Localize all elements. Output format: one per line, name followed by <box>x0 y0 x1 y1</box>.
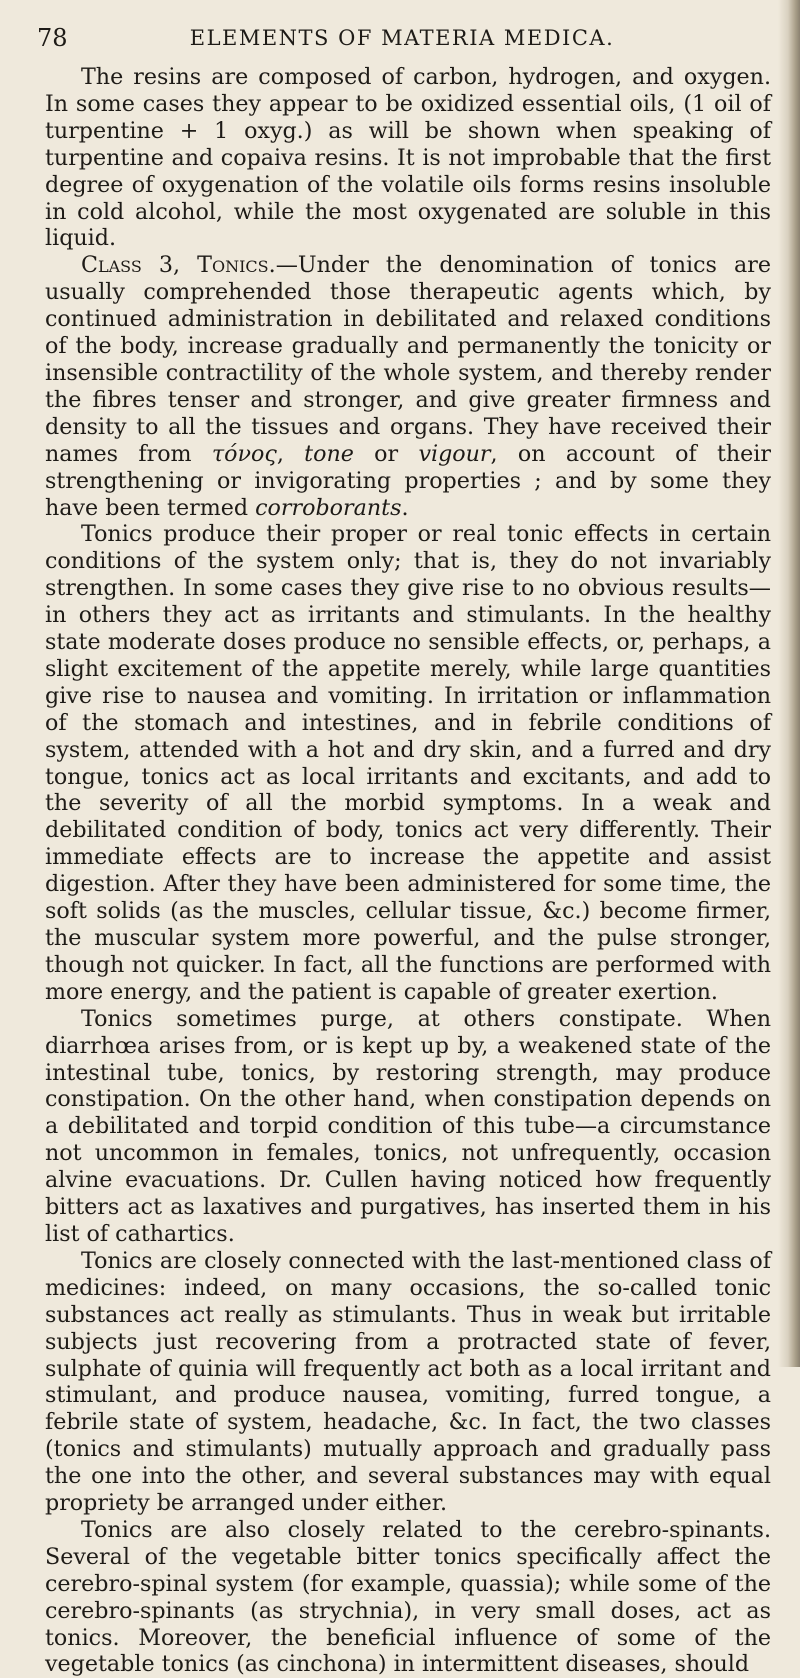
italic-vigour: vigour <box>418 440 491 467</box>
body-text <box>45 64 771 1678</box>
text-run: or <box>353 440 419 467</box>
running-head: ELEMENTS OF MATERIA MEDICA. <box>189 26 615 50</box>
italic-tone: tone <box>304 440 354 467</box>
text-run: —Under the denomination of tonics are usually comprehended those therapeutic agents which, by continued administration in debilitated and relaxed conditions of the body, increase gradually and permanently the tonicity or insensible contractility of the whole system, and thereby render the fibres tenser and stronger, and give greater firmness and density to all the tissues and organs. They have received their names from <box>45 252 771 467</box>
text-run: , <box>276 440 305 467</box>
greek-word: τόνος <box>211 440 277 467</box>
class-heading: Class 3, Tonics. <box>81 252 276 279</box>
page-edge-shadow <box>778 0 800 1367</box>
paragraph-tonic-effects: Tonics produce their proper or real tonic effects in certain conditions of the system only; that is, they do not invariably strengthen. In some cases they give rise to no obvious results—in others they act as irritants and stimulants. In the healthy state moderate doses produce no sensible effects, or, perhaps, a slight excitement of the appetite merely, while large quantities give rise to nausea and vomiting. In irritation or inflammation of the stomach and intestines, and in febrile conditions of system, attended with a hot and dry skin, and a furred and dry tongue, tonics act as local irritants and excitants, and add to the severity of all the morbid symptoms. In a weak and debilitated condition of body, tonics act very differently. Their immediate effects are to increase the appetite and assist digestion. After they have been administered for some time, the soft solids (as the muscles, cellular tissue, &c.) become firmer, the muscular system more powerful, and the pulse stronger, though not quicker. In fact, all the functions are performed with more energy, and the patient is capable of greater exertion. <box>45 521 771 1005</box>
paragraph-purge-constipate: Tonics sometimes purge, at others constipate. When diarrhœa arises from, or is kept up by, a weakened state of the intestinal tube, tonics, by restoring strength, may produce constipation. On the other hand, when constipation depends on a debilitated and torpid condition of this tube—a circumstance not uncommon in females, tonics, not unfrequently, occasion alvine evacuations. Dr. Cullen having noticed how frequently bitters act as laxatives and purgatives, has inserted them in his list of cathartics. <box>45 1005 771 1247</box>
page-number: 78 <box>37 24 68 52</box>
text-run: , on account of their strengthening or invigorating properties ; and by some they have been termed <box>45 440 771 521</box>
paragraph-stimulants: Tonics are closely connected with the last-mentioned class of medicines: indeed, on many occasions, the so-called tonic substances act really as stimulants. Thus in weak but irritable subjects just recovering from a protracted state of fever, sulphate of quinia will frequently act both as a local irritant and stimulant, and produce nausea, vomiting, furred tongue, a febrile state of system, headache, &c. In fact, the two classes (tonics and stimulants) mutually approach and gradually pass the one into the other, and several substances may with equal propriety be arranged under either. <box>45 1247 771 1517</box>
paragraph-cerebro-spinants: Tonics are also closely related to the cerebro-spinants. Several of the vegetable bitter tonics specifically affect the cerebro-spinal system (for example, quassia); while some of the cerebro-spinants (as strychnia), in very small doses, act as tonics. Moreover, the beneficial influence of some of the vegetable tonics (as cinchona) in intermittent diseases, should <box>45 1516 771 1678</box>
paragraph-class-3-tonics <box>45 252 771 521</box>
text-run: . <box>401 494 409 521</box>
italic-corroborants: corroborants <box>255 494 402 521</box>
page-header <box>37 24 767 58</box>
paragraph-resins: The resins are composed of carbon, hydrogen, and oxygen. In some cases they appear to be oxidized essential oils, (1 oil of turpentine + 1 oxyg.) as will be shown when speaking of turpentine and copaiva resins. It is not improbable that the first degree of oxygenation of the volatile oils forms resins insoluble in cold alcohol, while the most oxygenated are soluble in this liquid. <box>45 64 771 252</box>
